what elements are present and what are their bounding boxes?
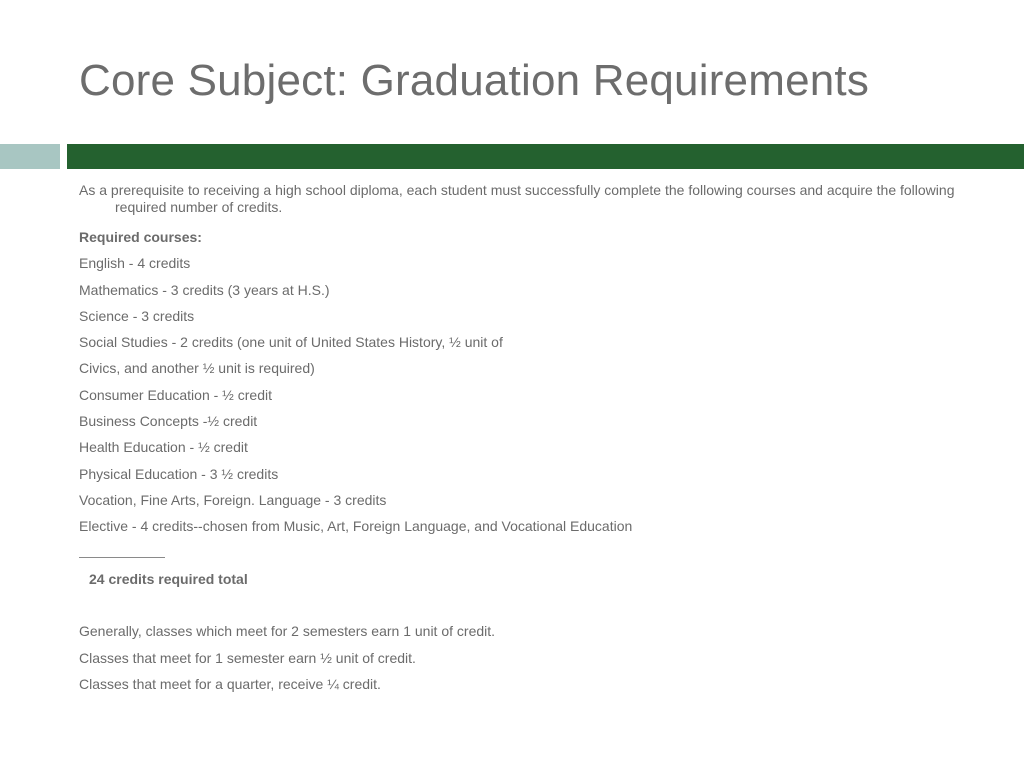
course-line: Science - 3 credits (79, 307, 195, 324)
spacer (79, 592, 979, 618)
course-line: Vocation, Fine Arts, Foreign. Language - 3 credits (79, 491, 387, 508)
course-line: Social Studies - 2 credits (one unit of United States History, ½ unit of (79, 334, 503, 351)
course-line: Business Concepts -½ credit (79, 413, 258, 430)
required-courses-heading: Required courses: (79, 229, 202, 245)
slide-title: Core Subject: Graduation Requirements (79, 56, 870, 105)
course-line: Consumer Education - ½ credit (79, 386, 272, 403)
accent-band-right (67, 144, 1024, 169)
total-divider (79, 540, 979, 566)
credits-total: 24 credits required total (89, 570, 248, 587)
credit-note: Classes that meet for a quarter, receive ¼ credit. (79, 676, 381, 693)
credit-note: Generally, classes which meet for 2 semesters earn 1 unit of credit. (79, 623, 496, 640)
divider-line (79, 557, 165, 558)
course-line: English - 4 credits (79, 255, 191, 272)
accent-band-left (0, 144, 60, 169)
course-line: Civics, and another ½ unit is required) (79, 360, 315, 377)
course-line: Physical Education - 3 ½ credits (79, 465, 279, 482)
course-line: Elective - 4 credits--chosen from Music, Art, Foreign Language, and Vocational Education (79, 518, 633, 535)
credit-note: Classes that meet for 1 semester earn ½ unit of credit. (79, 649, 416, 666)
slide-body (79, 182, 979, 697)
course-line: Health Education - ½ credit (79, 439, 248, 456)
intro-paragraph: As a prerequisite to receiving a high school diploma, each student must successfully complete the following courses and acquire the following required number of credits. (79, 182, 955, 215)
course-line: Mathematics - 3 credits (3 years at H.S.) (79, 281, 330, 298)
